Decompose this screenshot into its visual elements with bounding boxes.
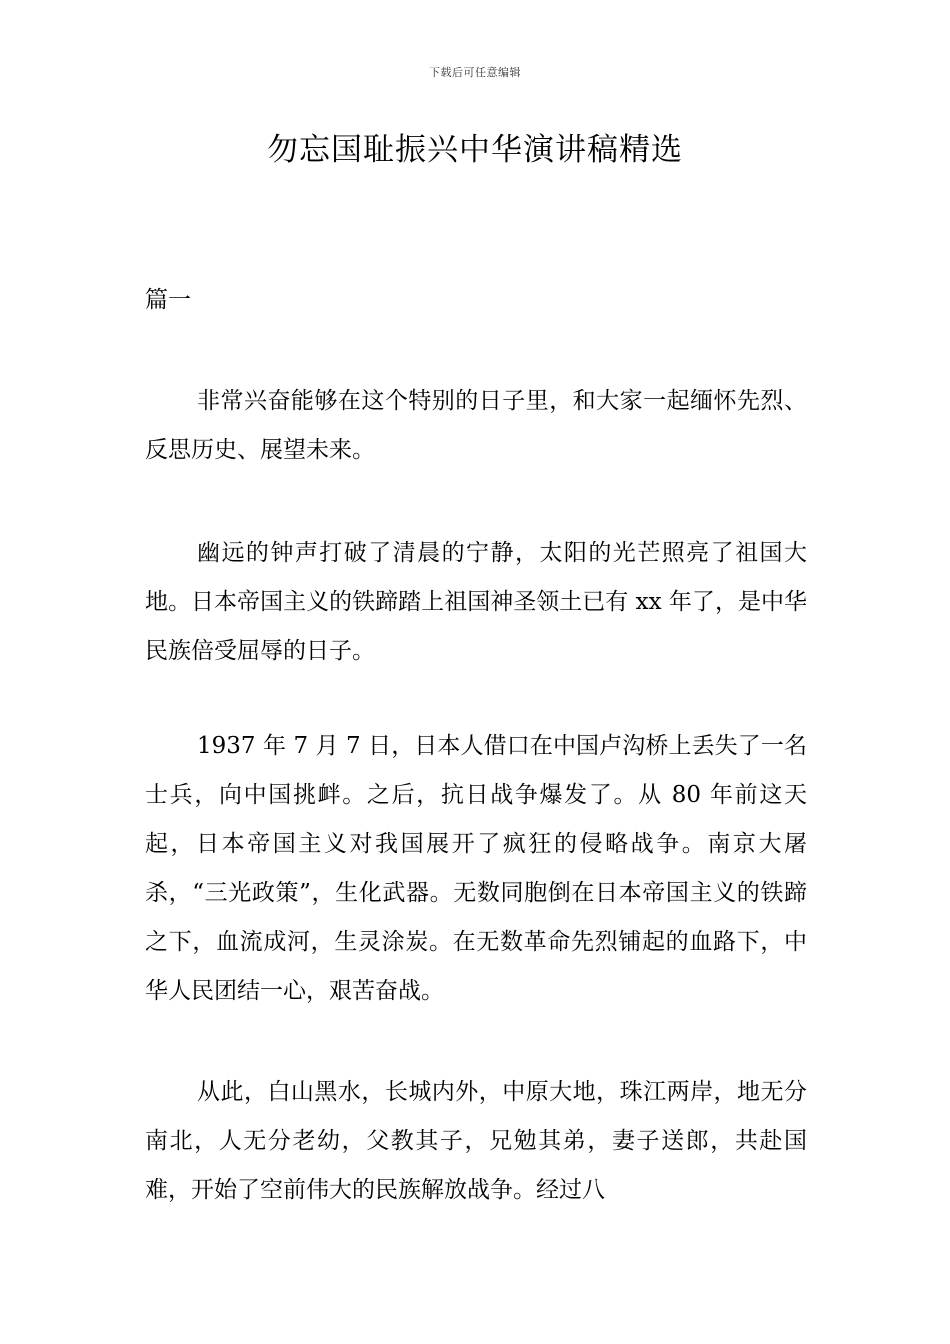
section-label: 篇一 [145, 287, 191, 313]
paragraph-1: 非常兴奋能够在这个特别的日子里，和大家一起缅怀先烈、反思历史、展望未来。 [145, 388, 807, 463]
paragraph-2: 幽远的钟声打破了清晨的宁静，太阳的光芒照亮了祖国大地。日本帝国主义的铁蹄踏上祖国神圣领土已有 xx 年了，是中华民族倍受屈辱的日子。 [145, 540, 807, 664]
paragraph-4: 从此，白山黑水，长城内外，中原大地，珠江两岸，地无分南北，人无分老幼，父教其子，兄勉其弟，妻子送郎，共赴国难，开始了空前伟大的民族解放战争。经过八 [145, 1079, 807, 1203]
document-title: 勿忘国耻振兴中华演讲稿精选 [267, 132, 683, 168]
paragraph-3: 1937 年 7 月 7 日，日本人借口在中国卢沟桥上丢失了一名士兵，向中国挑衅。之后，抗日战争爆发了。从 80 年前这天起，日本帝国主义对我国展开了疯狂的侵略战争。南京大屠杀，“三光政策”，生化武器。无数同胞倒在日本帝国主义的铁蹄之下，血流成河，生灵涂炭。在无数革命先烈铺起的血路下，中华人民团结一心，艰苦奋战。 [145, 733, 807, 1004]
header-note: 下载后可任意编辑 [429, 66, 521, 79]
